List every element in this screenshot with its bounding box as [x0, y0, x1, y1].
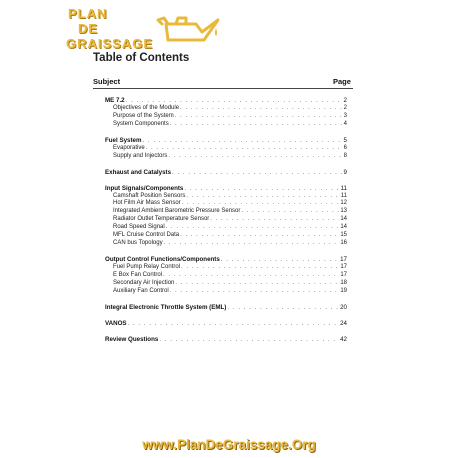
- toc-page-number: 11: [340, 184, 347, 192]
- toc-section-heading[interactable]: [105, 97, 347, 105]
- toc-page-number: 14: [340, 216, 347, 223]
- toc-page-number: 3: [343, 112, 347, 119]
- toc-page-number: 4: [343, 120, 347, 127]
- leader-dots: [221, 256, 339, 264]
- toc-page-number: 6: [343, 144, 347, 151]
- toc-list: [105, 97, 347, 352]
- toc-entry-title: Road Speed Signal: [113, 224, 165, 231]
- toc-section-heading[interactable]: [105, 137, 347, 145]
- toc-section: [105, 336, 347, 344]
- toc-entry-title: Supply and Injectors: [113, 152, 168, 159]
- toc-section-title: Output Control Functions/Components: [105, 256, 220, 263]
- toc-entry[interactable]: [105, 105, 347, 113]
- toc-entry-title: Secondary Air Injection: [113, 279, 175, 286]
- toc-section: [105, 97, 347, 129]
- toc-section-heading[interactable]: [105, 320, 347, 328]
- leader-dots: [180, 105, 343, 113]
- leader-dots: [170, 121, 343, 129]
- toc-entry-title: Radiator Outlet Temperature Sensor: [113, 216, 210, 223]
- toc-section-heading[interactable]: [105, 185, 347, 193]
- leader-dots: [227, 304, 339, 312]
- toc-section-title: VANOS: [105, 319, 127, 327]
- leader-dots: [186, 193, 339, 201]
- leader-dots: [163, 272, 339, 280]
- toc-entry[interactable]: [105, 216, 347, 224]
- toc-section: [105, 256, 347, 295]
- toc-page-number: 2: [343, 104, 347, 111]
- toc-section-heading[interactable]: [105, 304, 347, 312]
- toc-entry-title: Auxiliary Fan Control: [113, 287, 169, 294]
- toc-entry[interactable]: [105, 145, 347, 153]
- toc-section-title: Integral Electronic Throttle System (EML): [105, 303, 227, 311]
- toc-entry[interactable]: [105, 264, 347, 272]
- toc-entry[interactable]: [105, 153, 347, 161]
- toc-section-heading[interactable]: [105, 169, 347, 177]
- toc-page-number: 42: [340, 335, 347, 343]
- leader-dots: [159, 336, 339, 344]
- leader-dots: [128, 320, 340, 328]
- leader-dots: [164, 240, 340, 248]
- toc-page-number: 16: [340, 239, 347, 246]
- toc-entry-title: E Box Fan Control: [113, 271, 163, 278]
- watermark-line-2: DE: [78, 21, 99, 36]
- toc-section: [105, 185, 347, 248]
- toc-entry-title: Integrated Ambient Barometric Pressure Sensor: [113, 208, 241, 215]
- leader-dots: [181, 264, 339, 272]
- column-header-page: Page: [333, 77, 351, 86]
- toc-page-number: 11: [340, 192, 347, 199]
- toc-entry-title: Fuel Pump Relay Control: [113, 263, 181, 270]
- leader-dots: [126, 97, 343, 105]
- toc-entry[interactable]: [105, 200, 347, 208]
- watermark-logo: [62, 6, 222, 52]
- leader-dots: [170, 288, 340, 296]
- leader-dots: [210, 216, 339, 224]
- leader-dots: [180, 232, 339, 240]
- toc-page-number: 14: [340, 224, 347, 231]
- toc-entry[interactable]: [105, 121, 347, 129]
- toc-page-number: 2: [343, 97, 347, 104]
- leader-dots: [168, 153, 342, 161]
- toc-page-number: 15: [340, 232, 347, 239]
- watermark-line-3: GRAISSAGE: [66, 36, 154, 51]
- toc-page-number: 17: [340, 256, 347, 263]
- oil-can-icon: [154, 10, 222, 50]
- toc-entry[interactable]: [105, 272, 347, 280]
- toc-page-number: 5: [343, 136, 347, 144]
- header-rule: [93, 88, 353, 89]
- watermark-line-1: PLAN: [68, 6, 108, 21]
- leader-dots: [146, 145, 343, 153]
- page-title: Table of Contents: [93, 52, 190, 64]
- toc-section-title: Review Questions: [105, 335, 159, 343]
- toc-page-number: 12: [340, 200, 347, 207]
- toc-section: [105, 304, 347, 312]
- toc-page-number: 17: [340, 271, 347, 278]
- toc-entry[interactable]: [105, 288, 347, 296]
- toc-page-number: 20: [340, 303, 347, 311]
- toc-entry-title: Camshaft Position Sensors: [113, 192, 186, 199]
- toc-entry-title: Purpose of the System: [113, 112, 174, 119]
- toc-page-number: 9: [343, 168, 347, 176]
- toc-entry-title: System Components: [113, 120, 169, 127]
- toc-section-title: Input Signals/Components: [105, 184, 184, 192]
- footer-url: www.PlanDeGraissage.Org: [142, 437, 316, 452]
- toc-entry[interactable]: [105, 224, 347, 232]
- leader-dots: [166, 224, 340, 232]
- toc-entry-title: Objectives of the Module: [113, 104, 180, 111]
- toc-entry-title: MFL Cruise Control Data: [113, 232, 180, 239]
- toc-page-number: 13: [340, 208, 347, 215]
- toc-entry[interactable]: [105, 232, 347, 240]
- toc-entry-title: CAN bus Topology: [113, 239, 163, 246]
- toc-page-number: 17: [340, 263, 347, 270]
- leader-dots: [175, 280, 339, 288]
- toc-page-number: 19: [340, 287, 347, 294]
- toc-section-heading[interactable]: [105, 336, 347, 344]
- leader-dots: [184, 185, 339, 193]
- toc-page-number: 18: [340, 279, 347, 286]
- toc-entry[interactable]: [105, 193, 347, 201]
- leader-dots: [182, 200, 340, 208]
- leader-dots: [172, 169, 343, 177]
- toc-entry-title: Hot Film Air Mass Sensor: [113, 200, 181, 207]
- toc-section-title: ME 7.2: [105, 97, 125, 104]
- toc-page-number: 24: [340, 319, 347, 327]
- toc-page-number: 8: [343, 152, 347, 159]
- toc-section-title: Exhaust and Catalysts: [105, 168, 172, 176]
- toc-entry[interactable]: [105, 113, 347, 121]
- toc-entry[interactable]: [105, 280, 347, 288]
- toc-section-title: Fuel System: [105, 136, 142, 144]
- toc-section-heading[interactable]: [105, 256, 347, 264]
- leader-dots: [142, 137, 342, 145]
- leader-dots: [175, 113, 343, 121]
- column-header-subject: Subject: [93, 77, 121, 86]
- toc-entry-title: Evaporative: [113, 144, 145, 151]
- toc-section: [105, 320, 347, 328]
- toc-entry[interactable]: [105, 208, 347, 216]
- toc-section: [105, 137, 347, 161]
- leader-dots: [241, 208, 339, 216]
- toc-section: [105, 169, 347, 177]
- toc-entry[interactable]: [105, 240, 347, 248]
